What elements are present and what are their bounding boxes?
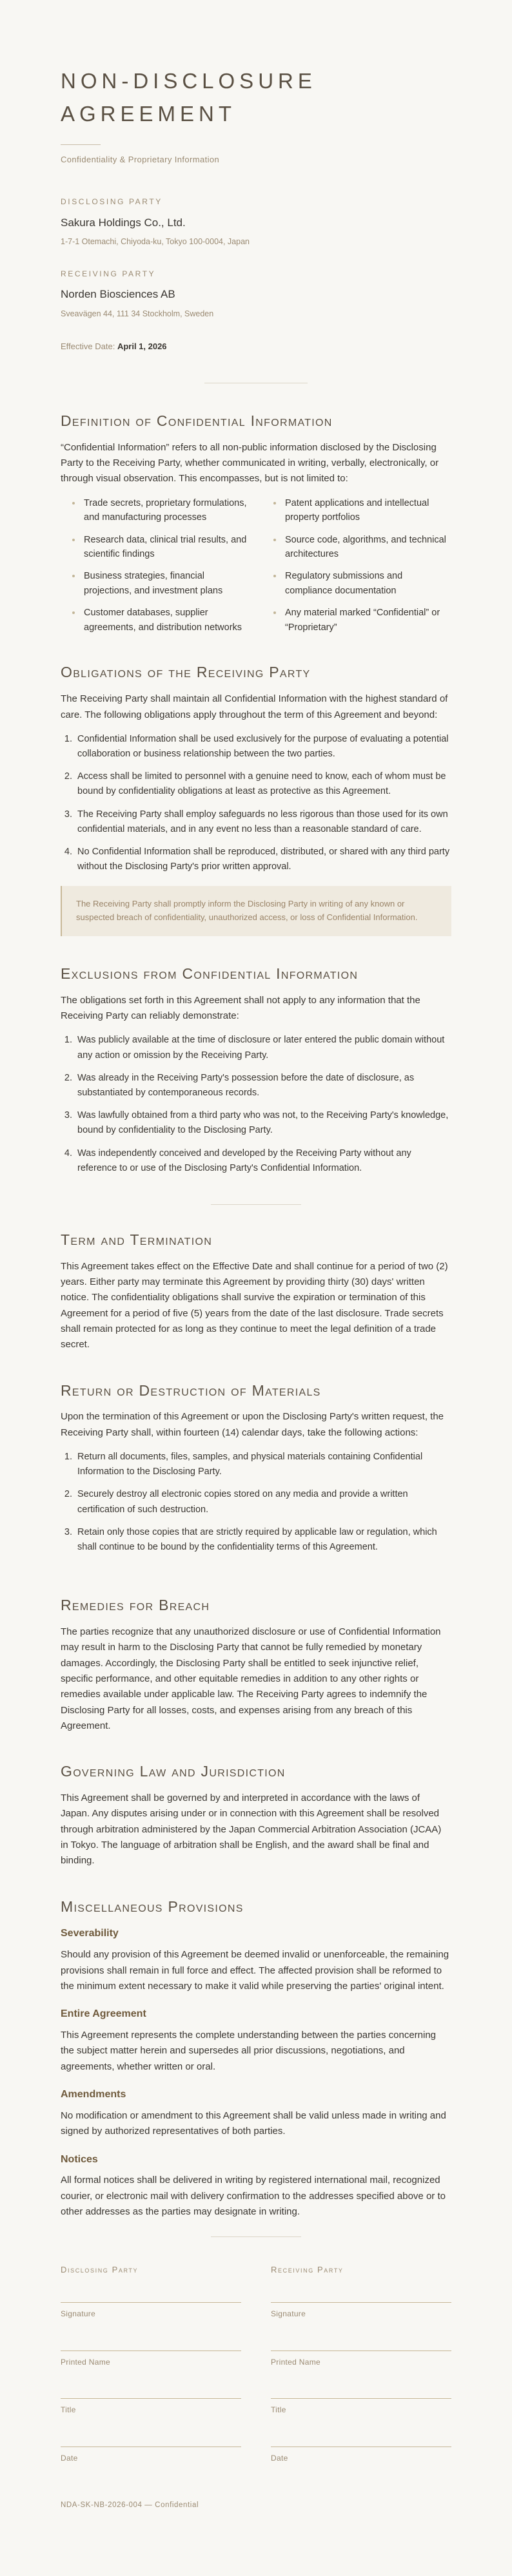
document-reference: NDA-SK-NB-2026-004 — Confidential	[61, 2501, 199, 2510]
breach-notice-callout: The Receiving Party shall promptly inform the Disclosing Party in writing of any known or suspected breach of confidentiality, unauthorized access, or loss of Confidential Information.	[61, 886, 451, 936]
list-item: Any material marked “Confidential” or “Proprietary”	[272, 606, 451, 635]
section-intro: The Receiving Party shall maintain all Confidential Information with the highest standard of care. The following obligations apply throughout the term of this Agreement and beyond:	[61, 693, 448, 720]
section-governing-law	[61, 1762, 451, 1869]
definition-list	[71, 496, 451, 635]
section-heading: Remedies for Breach	[61, 1597, 210, 1614]
list-item: Customer databases, supplier agreements, and distribution networks	[71, 606, 250, 635]
list-item: 4. Was independently conceived and developed by the Receiving Party without any reference to or use of the Disclosing Party's Confidential Information.	[75, 1146, 451, 1176]
subsection-heading: Severability	[61, 1928, 119, 1939]
list-item: Business strategies, financial projections, and investment plans	[71, 569, 250, 598]
disclosing-party-address: 1-7-1 Otemachi, Chiyoda-ku, Tokyo 100-0004, Japan	[61, 237, 250, 247]
effective-date-value: April 1, 2026	[117, 341, 167, 351]
list-item: Patent applications and intellectual property portfolios	[272, 496, 451, 525]
signature-field-label: Date	[271, 2453, 288, 2463]
section-heading: Return or Destruction of Materials	[61, 1381, 321, 1399]
receiving-party-label: RECEIVING PARTY	[61, 269, 156, 278]
section-heading: Term and Termination	[61, 1231, 213, 1248]
section-heading: Exclusions from Confidential Information	[61, 965, 359, 982]
disclosing-party-label: DISCLOSING PARTY	[61, 197, 162, 207]
document-header	[61, 64, 451, 166]
section-exclusions	[61, 965, 451, 1176]
section-intro: Upon the termination of this Agreement or upon the Disclosing Party's written request, the Receiving Party shall, within fourteen (14) calendar days, take the following actions:	[61, 1411, 444, 1438]
signature-field-label: Title	[271, 2405, 286, 2415]
exclusions-list	[75, 1033, 451, 1176]
subsection-body: This Agreement represents the complete understanding between the parties concerning the subject matter herein and supersedes all prior discussions, negotiations, and agreements, whether written or oral.	[61, 2030, 437, 2072]
subsection-heading: Notices	[61, 2153, 98, 2165]
obligations-list	[75, 732, 451, 875]
subsection-body: Should any provision of this Agreement be deemed invalid or unenforceable, the remaining provisions shall remain in full force and effect. The affected provision shall be reformed to the minimum extent necessary to make it valid while preserving the parties' original intent.	[61, 1949, 449, 1992]
section-divider	[211, 1204, 301, 1205]
list-item: 3. The Receiving Party shall employ safeguards no less rigorous than those used for its own confidential materials, and in any event no less than a reasonable standard of care.	[75, 807, 451, 837]
signature-field-label: Signature	[271, 2309, 306, 2319]
list-item: 2. Was already in the Receiving Party's possession before the date of disclosure, as substantiated by contemporaneous records.	[75, 1071, 451, 1101]
signature-heading: Disclosing Party	[61, 2265, 139, 2275]
date-line[interactable]	[271, 2446, 451, 2447]
list-item: 2. Access shall be limited to personnel with a genuine need to know, each of whom must be bound by confidentiality obligations at least as protective as this Agreement.	[75, 769, 451, 799]
section-definition	[61, 412, 451, 635]
list-item: Trade secrets, proprietary formulations, and manufacturing processes	[71, 496, 250, 525]
signature-field-label: Date	[61, 2453, 78, 2463]
disclosing-party-block	[61, 196, 451, 248]
signature-field-label: Printed Name	[271, 2357, 320, 2367]
return-list	[75, 1450, 451, 1555]
signature-line[interactable]	[61, 2302, 241, 2303]
printed-name-line[interactable]	[271, 2350, 451, 2351]
effective-date-label: Effective Date:	[61, 341, 115, 351]
list-item: 3. Was lawfully obtained from a third party who was not, to the Receiving Party's knowledge, bound by confidentiality to the Disclosing Party.	[75, 1108, 451, 1138]
section-intro: “Confidential Information” refers to all non-public information disclosed by the Disclosing Party to the Receiving Party, whether communicated in writing, verbally, electronically, or through visual observation. This encompasses, but is not limited to:	[61, 441, 439, 485]
list-item: Regulatory submissions and compliance documentation	[272, 569, 451, 598]
signature-field-label: Signature	[61, 2309, 96, 2319]
title-line[interactable]	[271, 2398, 451, 2399]
section-remedies	[61, 1596, 451, 1734]
signature-line[interactable]	[271, 2302, 451, 2303]
effective-date	[61, 340, 451, 353]
list-item: 4. No Confidential Information shall be reproduced, distributed, or shared with any third party without the Disclosing Party's prior written approval.	[75, 845, 451, 874]
section-body: This Agreement takes effect on the Effective Date and shall continue for a period of two (2) years. Either party may terminate this Agreement by providing thirty (30) days' written notice. The confidentiality obligations shall survive the expiration or termination of this Agreement for a period of five (5) years from the date of the last disclosure. Trade secrets shall remain protected for as long as they continue to meet the legal definition of a trade secret.	[61, 1260, 448, 1350]
subsection-body: No modification or amendment to this Agreement shall be valid unless made in writing and signed by authorized representatives of both parties.	[61, 2110, 446, 2137]
title-line[interactable]	[61, 2398, 241, 2399]
document-title: NON-DISCLOSURE AGREEMENT	[61, 69, 317, 126]
list-item: Research data, clinical trial results, and scientific findings	[71, 533, 250, 562]
list-item: 3. Retain only those copies that are strictly required by applicable law or regulation, which shall continue to be bound by the confidentiality terms of this Agreement.	[75, 1525, 451, 1555]
section-intro: The obligations set forth in this Agreement shall not apply to any information that the Receiving Party can reliably demonstrate:	[61, 994, 420, 1022]
date-line[interactable]	[61, 2446, 241, 2447]
disclosing-party-name: Sakura Holdings Co., Ltd.	[61, 216, 186, 229]
section-body: The parties recognize that any unauthorized disclosure or use of Confidential Information may result in harm to the Disclosing Party that cannot be fully remedied by monetary damages. Accordingly, the Disclosing Party shall be entitled to seek injunctive relief, specific performance, and other equitable remedies in addition to any other rights or remedies available under applicable law. The Receiving Party agrees to indemnify the Disclosing Party for all losses, costs, and expenses arising from any breach of this Agreement.	[61, 1626, 441, 1731]
list-item: Source code, algorithms, and technical architectures	[272, 533, 451, 562]
receiving-party-address: Sveavägen 44, 111 34 Stockholm, Sweden	[61, 309, 214, 318]
signature-block	[61, 2263, 451, 2490]
receiving-party-name: Norden Biosciences AB	[61, 287, 175, 300]
section-term	[61, 1231, 451, 1353]
signature-field-label: Printed Name	[61, 2357, 110, 2367]
printed-name-line[interactable]	[61, 2350, 241, 2351]
signature-column-receiving	[271, 2263, 451, 2490]
section-miscellaneous	[61, 1898, 451, 2220]
list-item: 2. Securely destroy all electronic copies stored on any media and provide a written certification of such destruction.	[75, 1487, 451, 1517]
title-rule	[61, 144, 101, 145]
subsection-heading: Entire Agreement	[61, 2008, 146, 2020]
receiving-party-block	[61, 268, 451, 320]
subsection-body: All formal notices shall be delivered in writing by registered international mail, recognized courier, or electronic mail with delivery confirmation to the addresses specified above or to other addresses as the parties may designate in writing.	[61, 2175, 446, 2218]
section-heading: Miscellaneous Provisions	[61, 1898, 244, 1915]
section-heading: Governing Law and Jurisdiction	[61, 1763, 286, 1780]
list-item: 1. Confidential Information shall be used exclusively for the purpose of evaluating a potential collaboration or business relationship between the two parties.	[75, 732, 451, 762]
list-item: 1. Was publicly available at the time of disclosure or later entered the public domain without any action or omission by the Receiving Party.	[75, 1033, 451, 1062]
subsection-heading: Amendments	[61, 2089, 126, 2100]
section-divider	[211, 2236, 301, 2237]
section-heading: Obligations of the Receiving Party	[61, 664, 311, 681]
signature-heading: Receiving Party	[271, 2265, 344, 2275]
signature-column-disclosing	[61, 2263, 241, 2490]
signature-field-label: Title	[61, 2405, 76, 2415]
section-heading: Definition of Confidential Information	[61, 412, 333, 429]
section-return	[61, 1381, 451, 1555]
list-item: 1. Return all documents, files, samples, and physical materials containing Confidential Information to the Disclosing Party.	[75, 1450, 451, 1479]
section-body: This Agreement shall be governed by and interpreted in accordance with the laws of Japan. Any disputes arising under or in connection with this Agreement shall be resolved through arbitration administered by the Japan Commercial Arbitration Association (JCAA) in Tokyo. The language of arbitration shall be English, and the award shall be final and binding.	[61, 1793, 442, 1867]
document-subtitle: Confidentiality & Proprietary Information	[61, 155, 220, 165]
section-obligations	[61, 663, 451, 936]
